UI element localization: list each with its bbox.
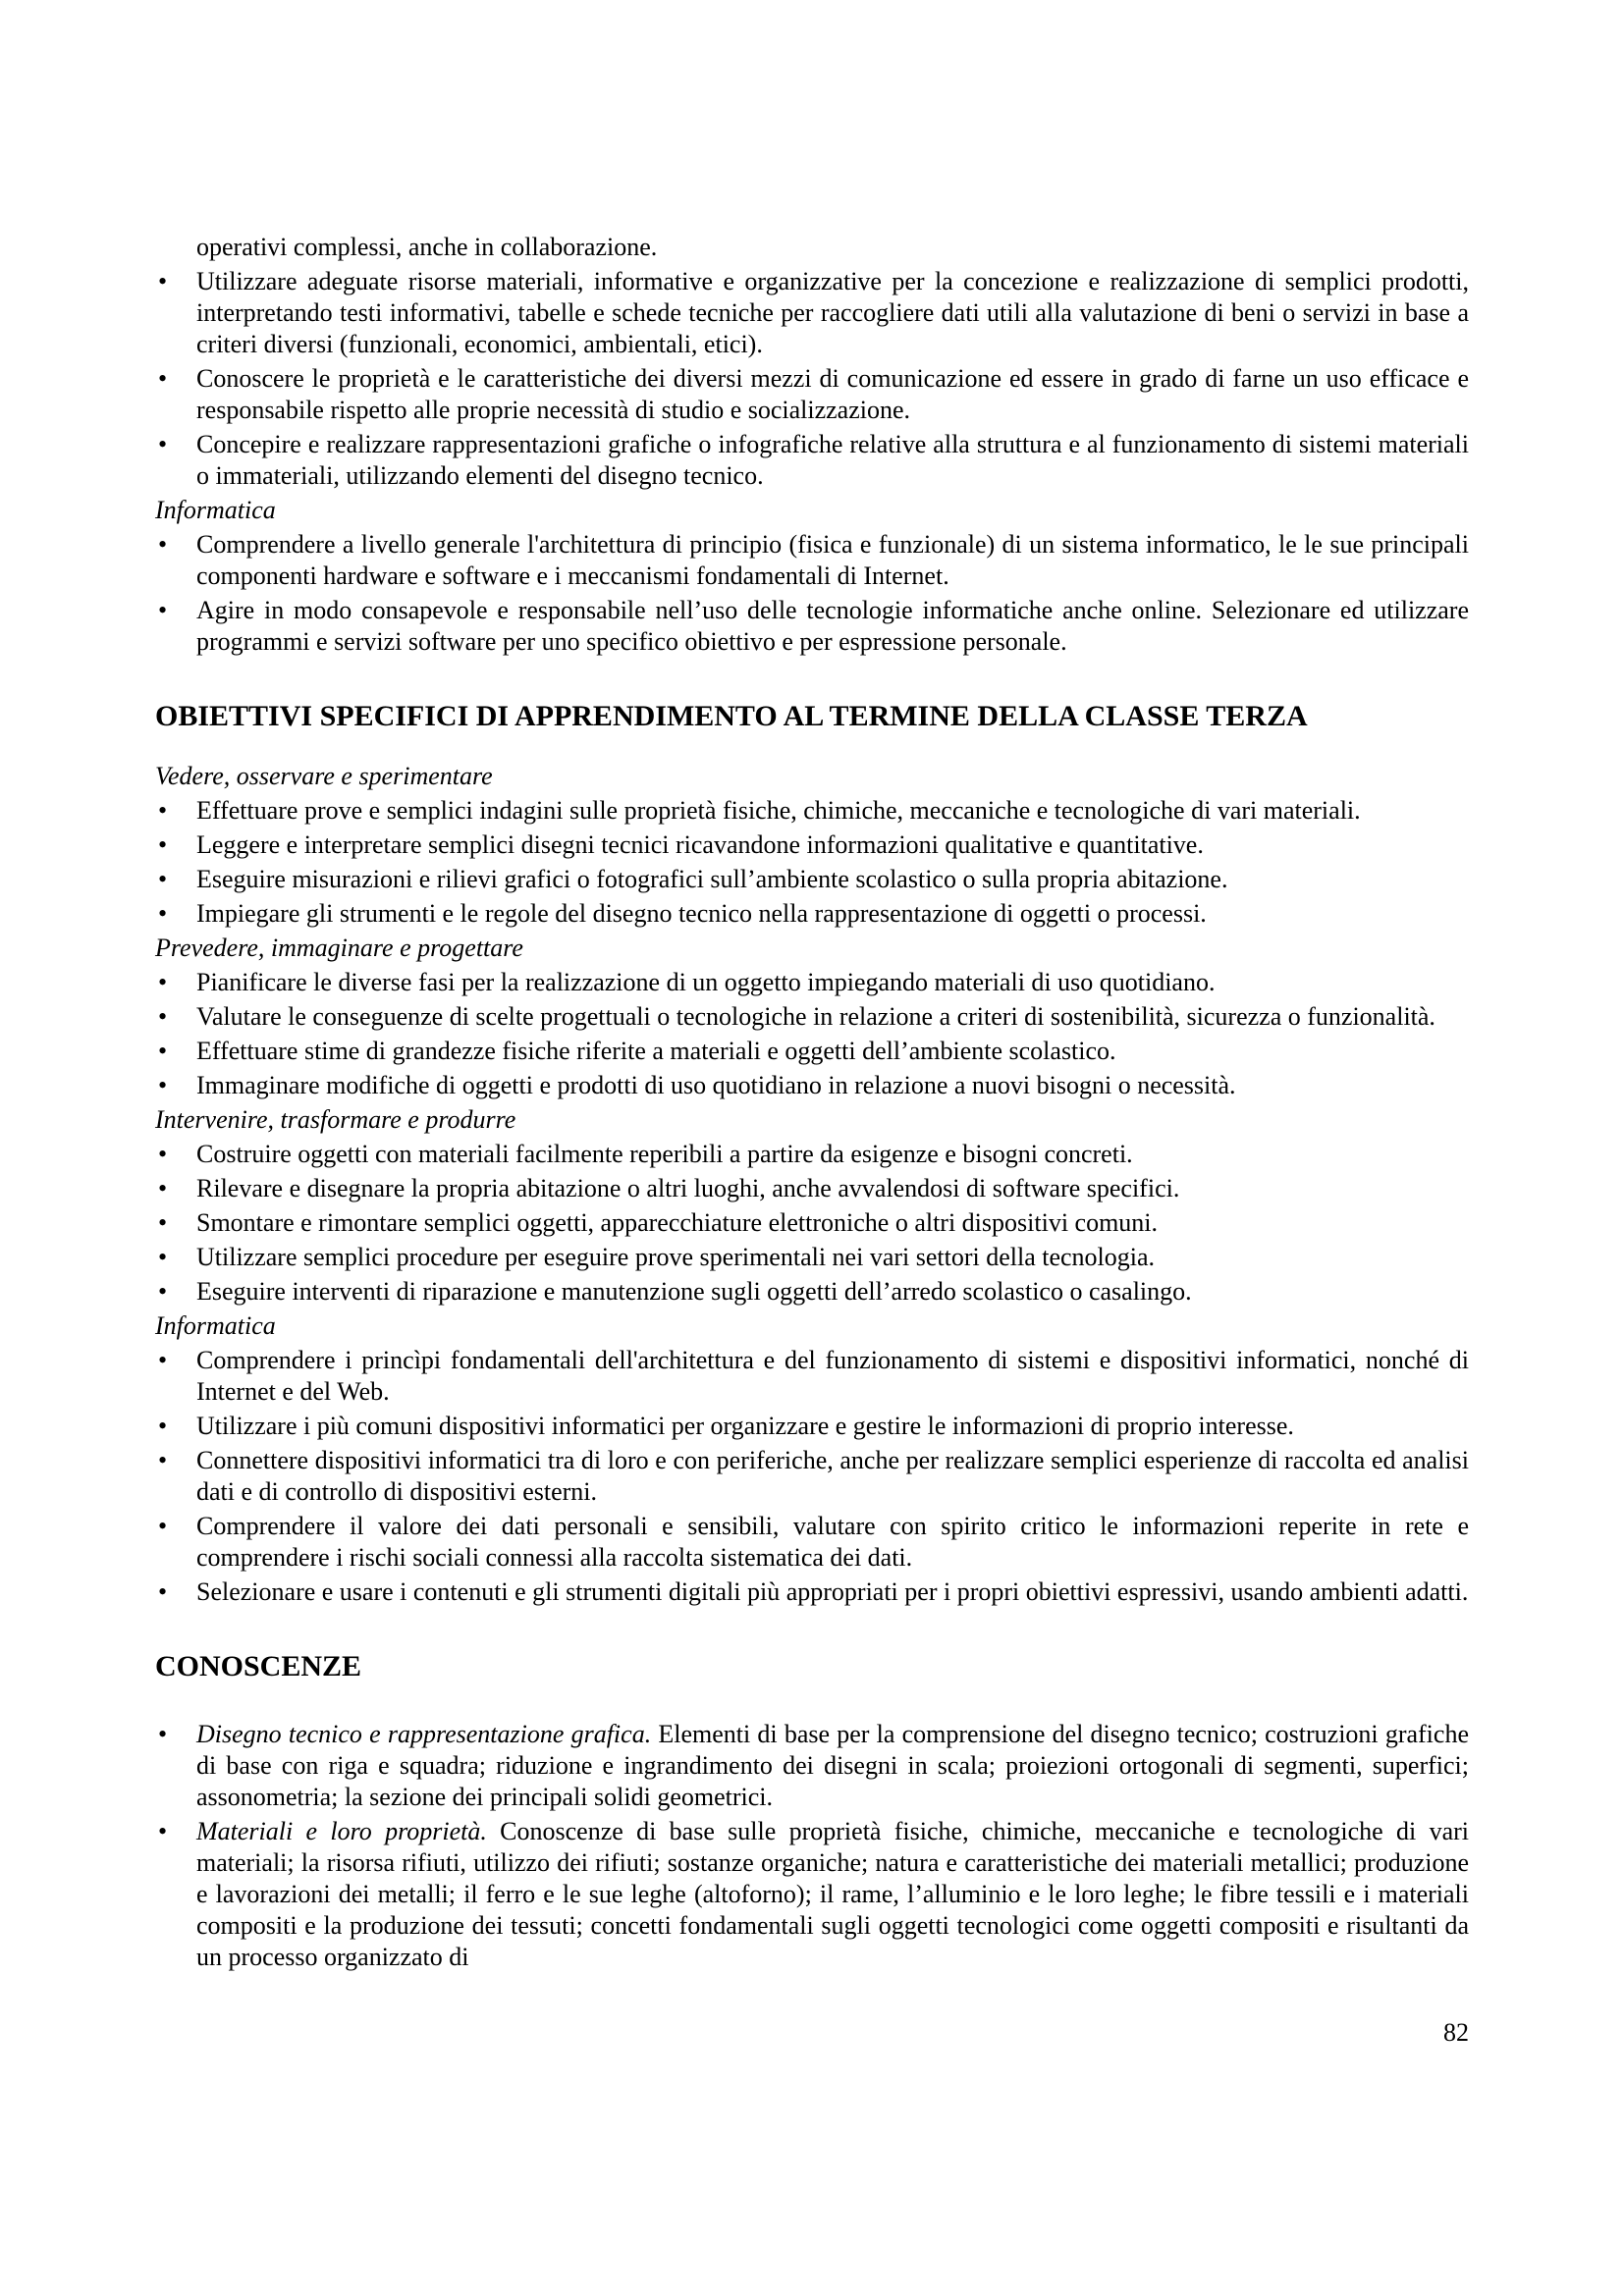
bullet-marker: •: [158, 1817, 168, 1845]
bullet-text: Eseguire misurazioni e rilievi grafici o fotografici sull’ambiente scolastico o sulla propria abitazione.: [196, 865, 1228, 893]
bullet-item: [155, 1511, 1469, 1574]
bullet-marker: •: [158, 1002, 168, 1031]
bullet-text: Effettuare stime di grandezze fisiche riferite a materiali e oggetti dell’ambiente scolastico.: [196, 1037, 1116, 1065]
bullet-item: [155, 1576, 1469, 1608]
bullet-text: Costruire oggetti con materiali facilmente reperibili a partire da esigenze e bisogni concreti.: [196, 1140, 1133, 1168]
bullet-marker: •: [158, 1277, 168, 1306]
bullet-text: Pianificare le diverse fasi per la realizzazione di un oggetto impiegando materiali di uso quotidiano.: [196, 968, 1216, 996]
bullet-item: [155, 1445, 1469, 1508]
bullet-text: Immaginare modifiche di oggetti e prodotti di uso quotidiano in relazione a nuovi bisogni o necessità.: [196, 1071, 1236, 1099]
bullet-marker: •: [158, 865, 168, 893]
section-heading-conoscenze: CONOSCENZE: [155, 1650, 362, 1682]
bullet-item: [155, 898, 1469, 930]
bullet-text: Leggere e interpretare semplici disegni tecnici ricavandone informazioni qualitative e quantitative.: [196, 830, 1204, 859]
bullet-text: Effettuare prove e semplici indagini sulle proprietà fisiche, chimiche, meccaniche e tecnologiche di vari materiali.: [196, 796, 1361, 825]
bullet-text: Utilizzare semplici procedure per eseguire prove sperimentali nei vari settori della tecnologia.: [196, 1243, 1156, 1271]
bullet-marker: •: [158, 430, 168, 458]
bullet-marker: •: [158, 530, 168, 559]
bullet-marker: •: [158, 1037, 168, 1065]
bullet-item: [155, 967, 1469, 998]
bullet-item: [155, 1139, 1469, 1170]
bullet-marker: •: [158, 968, 168, 996]
bullet-text: Comprendere il valore dei dati personali e sensibili, valutare con spirito critico le informazioni reperite in rete e comprendere i rischi sociali connessi alla raccolta sistematica dei dati.: [196, 1512, 1469, 1572]
bullet-item: [155, 1816, 1469, 1973]
bullet-item: [155, 429, 1469, 492]
bullet-marker: •: [158, 830, 168, 859]
bullet-item: [155, 1001, 1469, 1033]
bullet-marker: •: [158, 1512, 168, 1540]
bullet-text: Eseguire interventi di riparazione e manutenzione sugli oggetti dell’arredo scolastico o casalingo.: [196, 1277, 1192, 1306]
bullet-text: Comprendere i princìpi fondamentali dell'architettura e del funzionamento di sistemi e dispositivi informatici, nonché di Internet e del Web.: [196, 1346, 1469, 1406]
bullet-item: [155, 529, 1469, 592]
bullet-marker: •: [158, 596, 168, 624]
bullet-marker: •: [158, 364, 168, 393]
bullet-lead-italic: Materiali e loro proprietà.: [196, 1817, 487, 1845]
subheading-informatica-2: Informatica: [155, 1311, 276, 1340]
bullet-marker: •: [158, 1577, 168, 1606]
subheading-prevedere: Prevedere, immaginare e progettare: [155, 934, 523, 962]
bullet-item: [155, 595, 1469, 658]
bullet-item: [155, 1411, 1469, 1442]
bullet-item: [155, 1070, 1469, 1101]
bullet-marker: •: [158, 1140, 168, 1168]
bullet-item: [155, 829, 1469, 861]
bullet-text: Utilizzare i più comuni dispositivi informatici per organizzare e gestire le informazioni di proprio interesse.: [196, 1412, 1294, 1440]
bullet-marker: •: [158, 1071, 168, 1099]
bullet-item: [155, 1207, 1469, 1239]
bullet-item: [155, 1345, 1469, 1408]
bullet-text: [196, 1720, 1469, 1811]
bullet-item: [155, 266, 1469, 360]
bullet-marker: •: [158, 796, 168, 825]
bullet-marker: •: [158, 1412, 168, 1440]
bullet-marker: •: [158, 1446, 168, 1474]
subheading-informatica: Informatica: [155, 496, 276, 524]
bullet-marker: •: [158, 1208, 168, 1237]
continuation-text: operativi complessi, anche in collaborazione.: [196, 233, 658, 261]
bullet-item: [155, 1719, 1469, 1813]
bullet-marker: •: [158, 1720, 168, 1748]
bullet-text: Concepire e realizzare rappresentazioni grafiche o infografiche relative alla struttura e al funzionamento di sistemi materiali o immateriali, utilizzando elementi del disegno tecnico.: [196, 430, 1469, 490]
bullet-marker: •: [158, 1174, 168, 1202]
bullet-text: Comprendere a livello generale l'architettura di principio (fisica e funzionale) di un sistema informatico, le le sue principali componenti hardware e software e i meccanismi fondamentali di Internet.: [196, 530, 1469, 590]
bullet-item: [155, 1173, 1469, 1204]
bullet-text: Rilevare e disegnare la propria abitazione o altri luoghi, anche avvalendosi di software specifici.: [196, 1174, 1180, 1202]
bullet-text: Utilizzare adeguate risorse materiali, informative e organizzative per la concezione e realizzazione di semplici prodotti, interpretando testi informativi, tabelle e schede tecniche per raccogliere dati utili alla valutazione di beni o servizi in base a criteri diversi (funzionali, economici, ambientali, etici).: [196, 267, 1469, 358]
bullet-text: Conoscere le proprietà e le caratteristiche dei diversi mezzi di comunicazione ed essere in grado di farne un uso efficace e responsabile rispetto alle proprie necessità di studio e socializzazione.: [196, 364, 1469, 424]
bullet-item: [155, 1036, 1469, 1067]
bullet-rest: Conoscenze di base sulle proprietà fisiche, chimiche, meccaniche e tecnologiche di vari materiali; la risorsa rifiuti, utilizzo dei rifiuti; sostanze organiche; natura e caratteristiche dei materiali metallici; produzione e lavorazioni dei metalli; il ferro e le sue leghe (altoforno); il rame, l’alluminio e le loro leghe; le fibre tessili e i materiali compositi e la produzione dei tessuti; concetti fondamentali sugli oggetti tecnologici come oggetti compositi e risultanti da un processo organizzato di: [196, 1817, 1469, 1971]
bullet-marker: •: [158, 1346, 168, 1374]
bullet-item: [155, 795, 1469, 827]
bullet-item: [155, 363, 1469, 426]
bullet-marker: •: [158, 267, 168, 295]
section-heading-obiettivi: OBIETTIVI SPECIFICI DI APPRENDIMENTO AL TERMINE DELLA CLASSE TERZA: [155, 700, 1308, 732]
bullet-rest: Elementi di base per la comprensione del disegno tecnico; costruzioni grafiche di base con riga e squadra; riduzione e ingrandimento dei disegni in scala; proiezioni ortogonali di segmenti, superfici; assonometria; la sezione dei principali solidi geometrici.: [196, 1720, 1469, 1811]
page-number: 82: [1443, 2018, 1469, 2047]
bullet-item: [155, 1276, 1469, 1308]
bullet-lead-italic: Disegno tecnico e rappresentazione grafica.: [196, 1720, 652, 1748]
bullet-text: Agire in modo consapevole e responsabile nell’uso delle tecnologie informatiche anche online. Selezionare ed utilizzare programmi e servizi software per uno specifico obiettivo e per espressione personale.: [196, 596, 1469, 656]
bullet-text: Valutare le conseguenze di scelte progettuali o tecnologiche in relazione a criteri di sostenibilità, sicurezza o funzionalità.: [196, 1002, 1435, 1031]
bullet-marker: •: [158, 1243, 168, 1271]
bullet-marker: •: [158, 899, 168, 928]
subheading-vedere: Vedere, osservare e sperimentare: [155, 762, 493, 790]
bullet-text: Selezionare e usare i contenuti e gli strumenti digitali più appropriati per i propri obiettivi espressivi, usando ambienti adatti.: [196, 1577, 1469, 1606]
bullet-text: Connettere dispositivi informatici tra di loro e con periferiche, anche per realizzare semplici esperienze di raccolta ed analisi dati e di controllo di dispositivi esterni.: [196, 1446, 1469, 1506]
bullet-item: [155, 864, 1469, 895]
bullet-text: Impiegare gli strumenti e le regole del disegno tecnico nella rappresentazione di oggetti o processi.: [196, 899, 1207, 928]
bullet-text: [196, 1817, 1469, 1971]
subheading-intervenire: Intervenire, trasformare e produrre: [155, 1105, 516, 1134]
bullet-item: [155, 1242, 1469, 1273]
bullet-text: Smontare e rimontare semplici oggetti, apparecchiature elettroniche o altri dispositivi comuni.: [196, 1208, 1159, 1237]
